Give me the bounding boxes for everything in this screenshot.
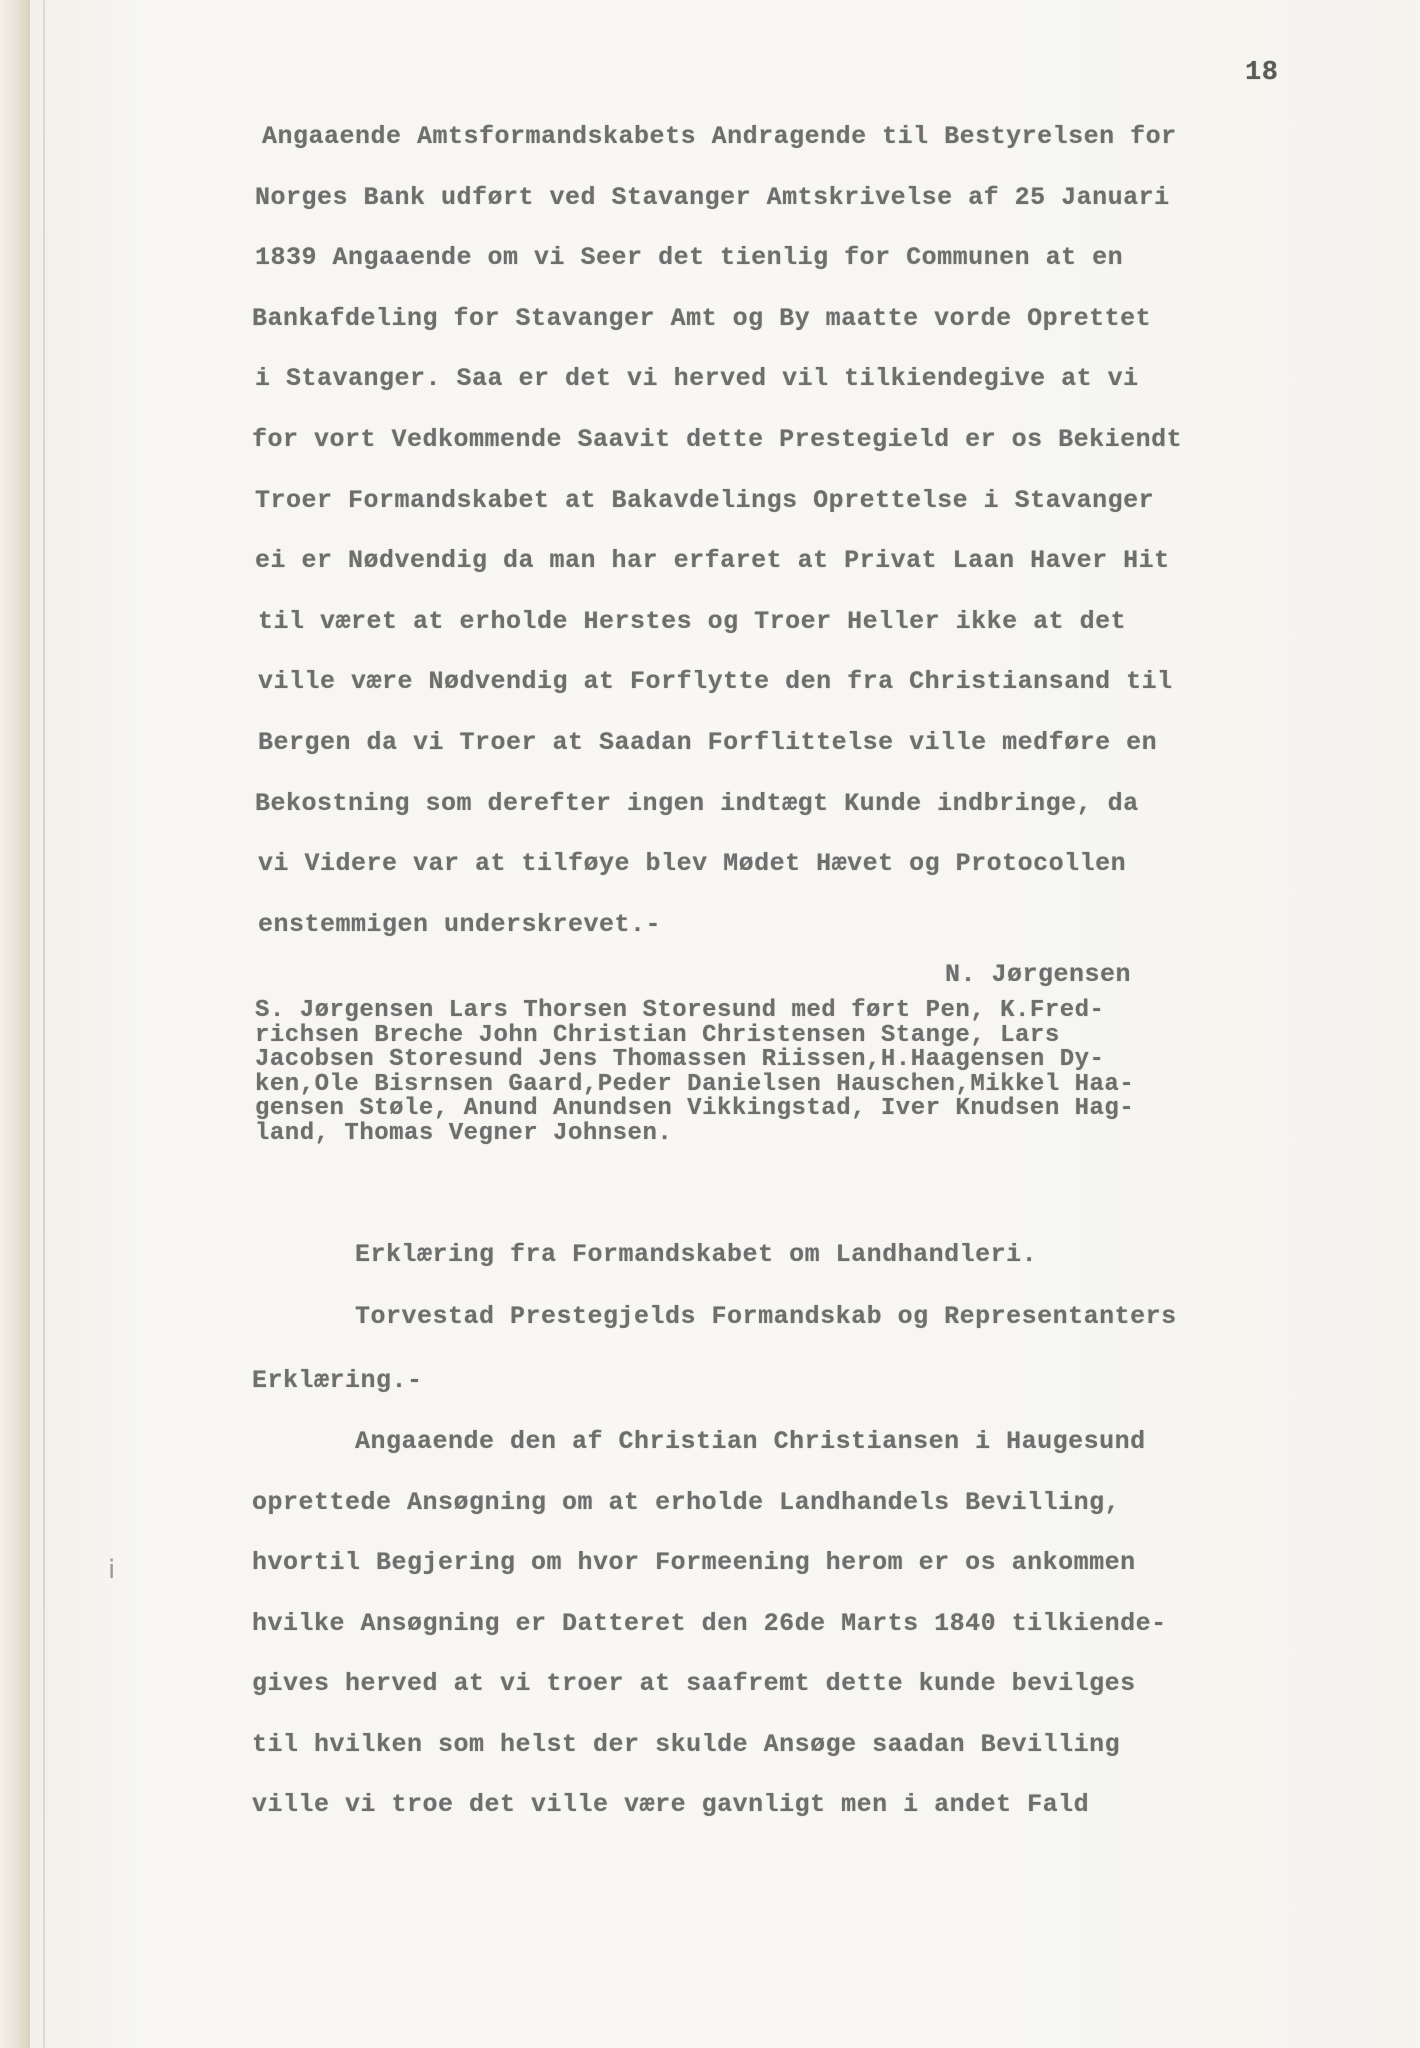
paragraph2-line: hvortil Begjering om hvor Formeening herom er os ankommen bbox=[252, 1548, 1136, 1577]
paragraph2-line: hvilke Ansøgning er Datteret den 26de Marts 1840 tilkiende- bbox=[252, 1608, 1167, 1638]
paragraph1-line: 1839 Angaaende om vi Seer det tienlig for Communen at en bbox=[255, 243, 1124, 273]
paragraph1-line: Bergen da vi Troer at Saadan Forflittelse ville medføre en bbox=[258, 728, 1158, 757]
paragraph1-line: Angaaende Amtsformandskabets Andragende til Bestyrelsen for bbox=[262, 122, 1177, 151]
paragraph1-line: Bekostning som derefter ingen indtægt Kunde indbringe, da bbox=[255, 788, 1139, 818]
paragraph2-line: til hvilken som helst der skulde Ansøge saadan Bevilling bbox=[252, 1729, 1121, 1759]
page-number: 18 bbox=[1245, 58, 1279, 88]
fold-line bbox=[43, 0, 45, 2048]
paragraph1-line: Troer Formandskabet at Bakavdelings Oprettelse i Stavanger bbox=[255, 485, 1155, 515]
paragraph2-line: Angaaende den af Christian Christiansen i Haugesund bbox=[355, 1427, 1146, 1456]
paragraph1-line: ei er Nødvendig da man har erfaret at Privat Laan Haver Hit bbox=[255, 546, 1170, 576]
paragraph1-line: til været at erholde Herstes og Troer Heller ikke at det bbox=[258, 606, 1127, 636]
paragraph1-line: for vort Vedkommende Saavit dette Prestegield er os Bekiendt bbox=[252, 425, 1183, 454]
signature-line: ken,Ole Bisrnsen Gaard,Peder Danielsen Hauschen,Mikkel Haa- bbox=[255, 1070, 1135, 1098]
binding-strip bbox=[0, 0, 30, 2048]
signature-line: Jacobsen Storesund Jens Thomassen Riissen,H.Haagensen Dy- bbox=[255, 1046, 1105, 1073]
signature-line: gensen Støle, Anund Anundsen Vikkingstad, Iver Knudsen Hag- bbox=[255, 1095, 1135, 1122]
paragraph2-line: oprettede Ansøgning om at erholde Landhandels Bevilling, bbox=[252, 1487, 1121, 1517]
paragraph1-line: enstemmigen underskrevet.- bbox=[258, 909, 662, 939]
signature-first: N. Jørgensen bbox=[945, 960, 1132, 989]
paragraph1-line: vi Videre var at tilføye blev Mødet Hævet og Protocollen bbox=[258, 849, 1127, 879]
section-heading: Erklæring fra Formandskabet om Landhandleri. bbox=[355, 1240, 1038, 1269]
subheading-line: Erklæring.- bbox=[252, 1366, 423, 1395]
paragraph2-line: ville vi troe det ville være gavnligt men i andet Fald bbox=[252, 1790, 1090, 1819]
signature-line: richsen Breche John Christian Christensen Stange, Lars bbox=[255, 1021, 1060, 1049]
signature-line: S. Jørgensen Lars Thorsen Storesund med ført Pen, K.Fred- bbox=[255, 997, 1105, 1024]
paragraph1-line: Bankafdeling for Stavanger Amt og By maatte vorde Oprettet bbox=[252, 303, 1152, 333]
paragraph2-line: gives herved at vi troer at saafremt dette kunde bevilges bbox=[252, 1669, 1136, 1698]
margin-pencil-mark: ⅰ bbox=[108, 1555, 116, 1585]
signature-line: land, Thomas Vegner Johnsen. bbox=[255, 1119, 673, 1147]
paragraph1-line: i Stavanger. Saa er det vi herved vil tilkiendegive at vi bbox=[255, 364, 1139, 394]
paragraph1-line: Norges Bank udført ved Stavanger Amtskrivelse af 25 Januari bbox=[255, 182, 1170, 212]
subheading-line: Torvestad Prestegjelds Formandskab og Representanters bbox=[355, 1302, 1177, 1331]
paragraph1-line: ville være Nødvendig at Forflytte den fra Christiansand til bbox=[258, 667, 1173, 697]
